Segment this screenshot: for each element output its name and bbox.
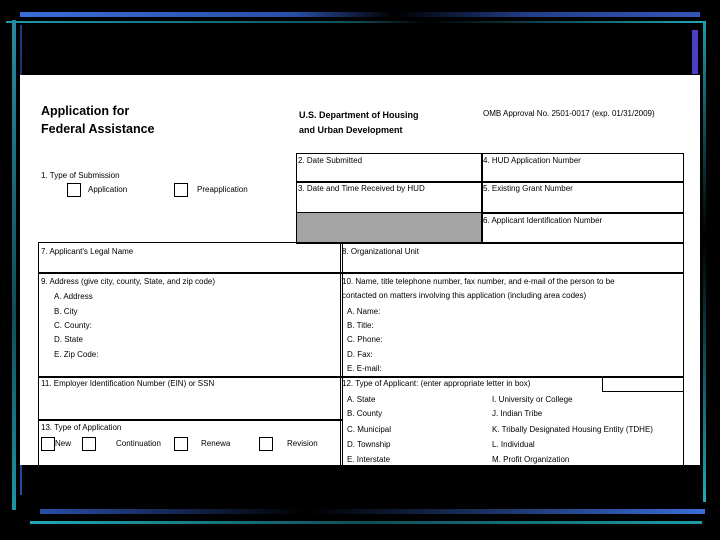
frame-top-line xyxy=(6,21,706,23)
renewal-checkbox[interactable] xyxy=(174,437,188,451)
continuation-checkbox[interactable] xyxy=(82,437,96,451)
applicant-type-label: 12. Type of Applicant: (enter appropriate letter in box) xyxy=(342,379,531,388)
type-of-submission-label: 1. Type of Submission xyxy=(41,171,120,180)
applicant-type-m: M. Profit Organization xyxy=(492,455,570,464)
applicant-type-c: C. Municipal xyxy=(347,425,392,434)
contact-line-b: B. Title: xyxy=(347,321,374,330)
applicant-type-b: B. County xyxy=(347,409,383,418)
new-checkbox[interactable] xyxy=(41,437,55,451)
contact-label-line2: contacted on matters involving this application (including area codes) xyxy=(342,291,587,300)
hud-application-form xyxy=(20,75,700,465)
applicant-id-label: 6. Applicant Identification Number xyxy=(483,216,603,225)
applicant-type-k: K. Tribally Designated Housing Entity (TDHE) xyxy=(492,425,653,434)
department-line2: and Urban Development xyxy=(299,125,403,135)
contact-person-field[interactable] xyxy=(340,272,684,378)
contact-label-line1: 10. Name, title telephone number, fax number, and e-mail of the person to be xyxy=(342,277,615,286)
reserved-gray-cell xyxy=(296,212,483,244)
address-line-b: B. City xyxy=(54,307,78,316)
continuation-label: Continuation xyxy=(116,439,161,448)
applicant-type-a: A. State xyxy=(347,395,376,404)
applicant-type-i: I. University or College xyxy=(492,395,573,404)
address-line-c: C. County: xyxy=(54,321,92,330)
type-of-application-label: 13. Type of Application xyxy=(41,423,122,432)
omb-approval: OMB Approval No. 2501-0017 (exp. 01/31/2009) xyxy=(483,109,655,118)
applicant-type-l: L. Individual xyxy=(492,440,535,449)
applicant-type-j: J. Indian Tribe xyxy=(492,409,543,418)
application-checkbox[interactable] xyxy=(67,183,81,197)
frame-left-bar xyxy=(12,20,16,510)
frame-bottom-bar xyxy=(40,509,705,514)
contact-line-a: A. Name: xyxy=(347,307,381,316)
hud-application-number-label: 4. HUD Application Number xyxy=(483,156,581,165)
form-title-line1: Application for xyxy=(41,104,130,118)
contact-line-d: D. Fax: xyxy=(347,350,373,359)
frame-top-bar xyxy=(20,12,700,17)
renewal-label: Renewa xyxy=(201,439,231,448)
legal-name-label: 7. Applicant's Legal Name xyxy=(41,247,134,256)
preapplication-checkbox[interactable] xyxy=(174,183,188,197)
new-label: New xyxy=(55,439,72,448)
organizational-unit-label: 8. Organizational Unit xyxy=(342,247,419,256)
department-line1: U.S. Department of Housing xyxy=(299,110,419,120)
existing-grant-number-label: 5. Existing Grant Number xyxy=(483,184,573,193)
date-received-label: 3. Date and Time Received by HUD xyxy=(298,184,425,193)
contact-line-c: C. Phone: xyxy=(347,335,383,344)
contact-line-e: E. E-mail: xyxy=(347,364,382,373)
frame-bottom-line xyxy=(30,521,702,524)
applicant-type-e: E. Interstate xyxy=(347,455,391,464)
date-submitted-label: 2. Date Submitted xyxy=(298,156,363,165)
revision-label: Revision xyxy=(287,439,318,448)
address-label: 9. Address (give city, county, State, and zip code) xyxy=(41,277,216,286)
frame-right-line xyxy=(703,22,706,502)
applicant-type-letter-box[interactable] xyxy=(602,376,684,392)
application-label: Application xyxy=(88,185,128,194)
form-title-line2: Federal Assistance xyxy=(41,122,155,136)
address-line-e: E. Zip Code: xyxy=(54,350,99,359)
frame-right-bar xyxy=(692,30,698,74)
address-line-d: D. State xyxy=(54,335,83,344)
applicant-type-d: D. Township xyxy=(347,440,391,449)
ein-label: 11. Employer Identification Number (EIN) or SSN xyxy=(41,379,215,388)
revision-checkbox[interactable] xyxy=(259,437,273,451)
preapplication-label: Preapplication xyxy=(197,185,248,194)
address-line-a: A. Address xyxy=(54,292,93,301)
